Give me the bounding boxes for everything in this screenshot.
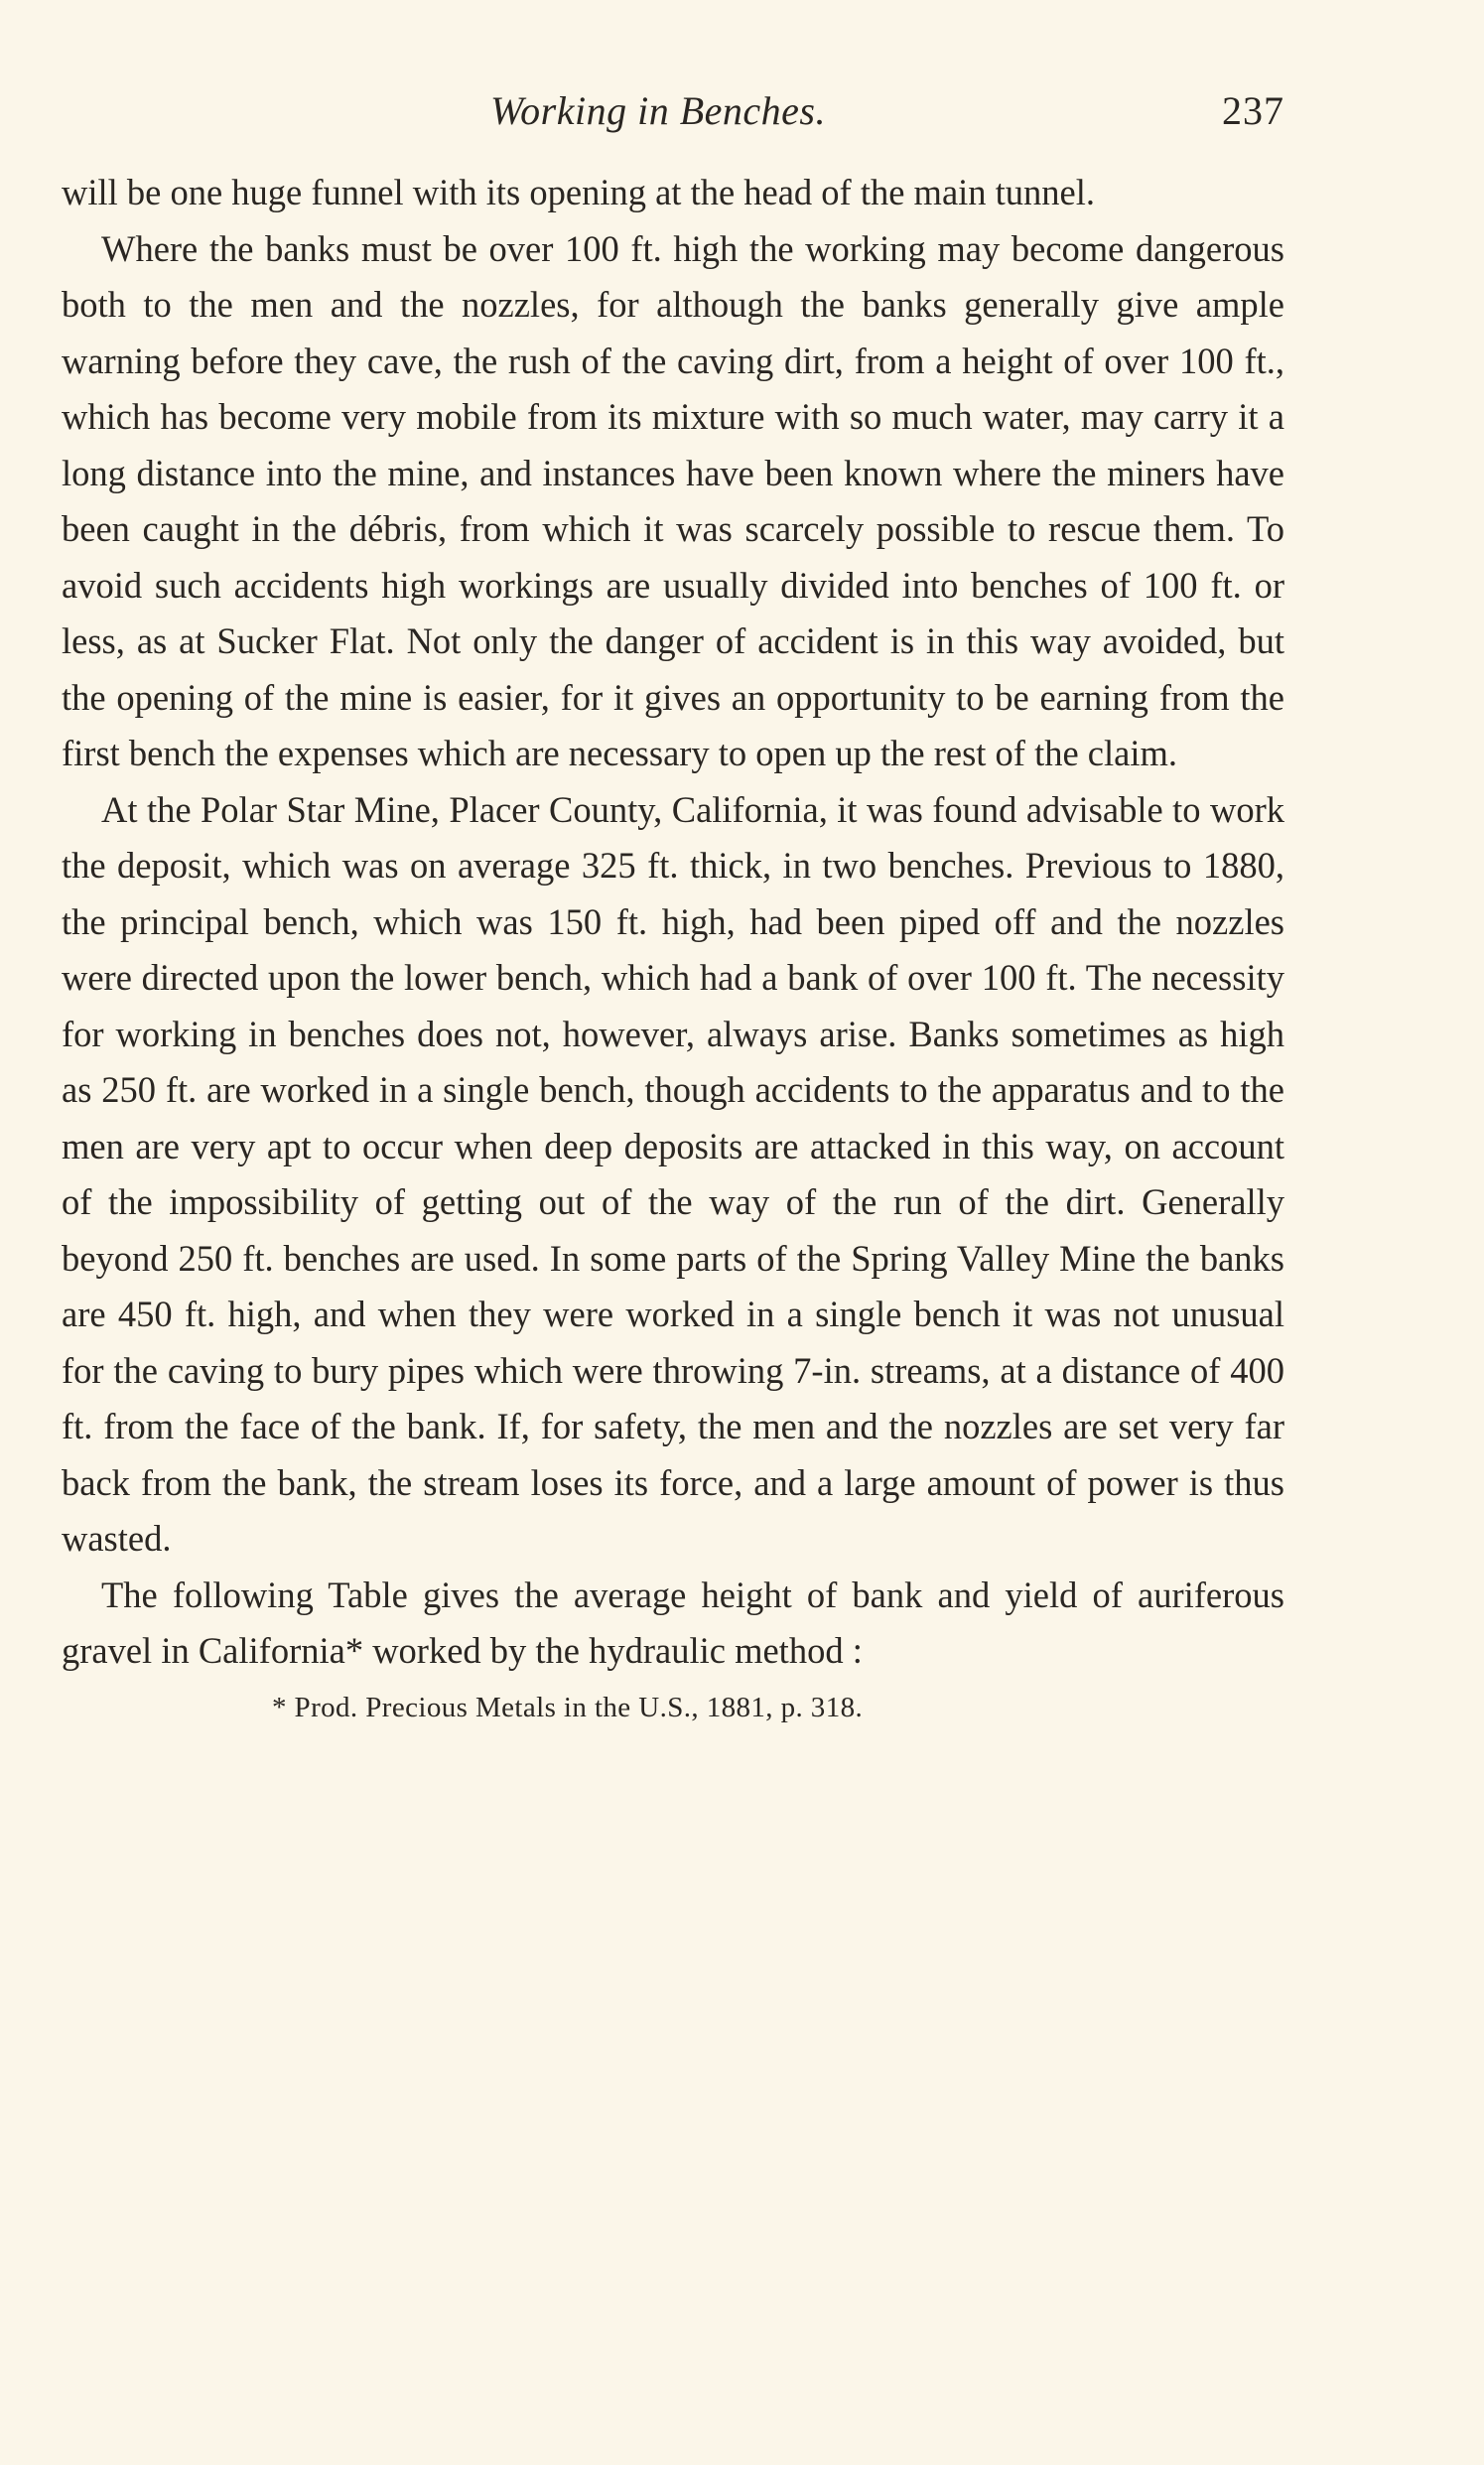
paragraph-bank-height: Where the banks must be over 100 ft. high the working may become dangerous both to the men and the nozzles, for although the banks generally give ample warning before they cave, the rush of the caving dirt, from a height of over 100 ft., which has become very mobile from its mixture with so much water, may carry it a long distance into the mine, and instances have been known where the miners have been caught in the débris, from which it was scarcely possible to rescue them. To avoid such accidents high workings are usually divided into benches of 100 ft. or less, as at Sucker Flat. Not only the danger of accident is in this way avoided, but the opening of the mine is easier, for it gives an opportunity to be earning from the first bench the expenses which are necessary to open up the rest of the claim. bbox=[62, 227, 1284, 773]
body-text bbox=[62, 165, 1284, 1680]
page-number: 237 bbox=[1222, 88, 1284, 133]
running-head bbox=[62, 81, 1284, 145]
running-title: Working in Benches. bbox=[490, 88, 826, 133]
paragraph-continuation: will be one huge funnel with its opening at the head of the main tunnel. bbox=[62, 172, 1096, 212]
paragraph-polar-star-mine: At the Polar Star Mine, Placer County, California, it was found advisable to work the deposit, which was on average 325 ft. thick, in two benches. Previous to 1880, the principal bench, which was 150 ft. high, had been piped off and the nozzles were directed upon the lower bench, which had a bank of over 100 ft. The necessity for working in benches does not, however, always arise. Banks sometimes as high as 250 ft. are worked in a single bench, though accidents to the apparatus and to the men are very apt to occur when deep deposits are attacked in this way, on account of the impossibility of getting out of the way of the run of the dirt. Generally beyond 250 ft. benches are used. In some parts of the Spring Valley Mine the banks are 450 ft. high, and when they were worked in a single bench it was not unusual for the caving to bury pipes which were throwing 7-in. streams, at a distance of 400 ft. from the face of the bank. If, for safety, the men and the nozzles are set very far back from the bank, the stream loses its force, and a large amount of power is thus wasted. bbox=[62, 788, 1284, 1559]
footnote: * Prod. Precious Metals in the U.S., 1881, p. 318. bbox=[272, 1691, 864, 1723]
book-page bbox=[62, 81, 1284, 1729]
paragraph-table-intro: The following Table gives the average height of bank and yield of auriferous gravel in California* worked by the hydraulic method : bbox=[62, 1574, 1284, 1671]
